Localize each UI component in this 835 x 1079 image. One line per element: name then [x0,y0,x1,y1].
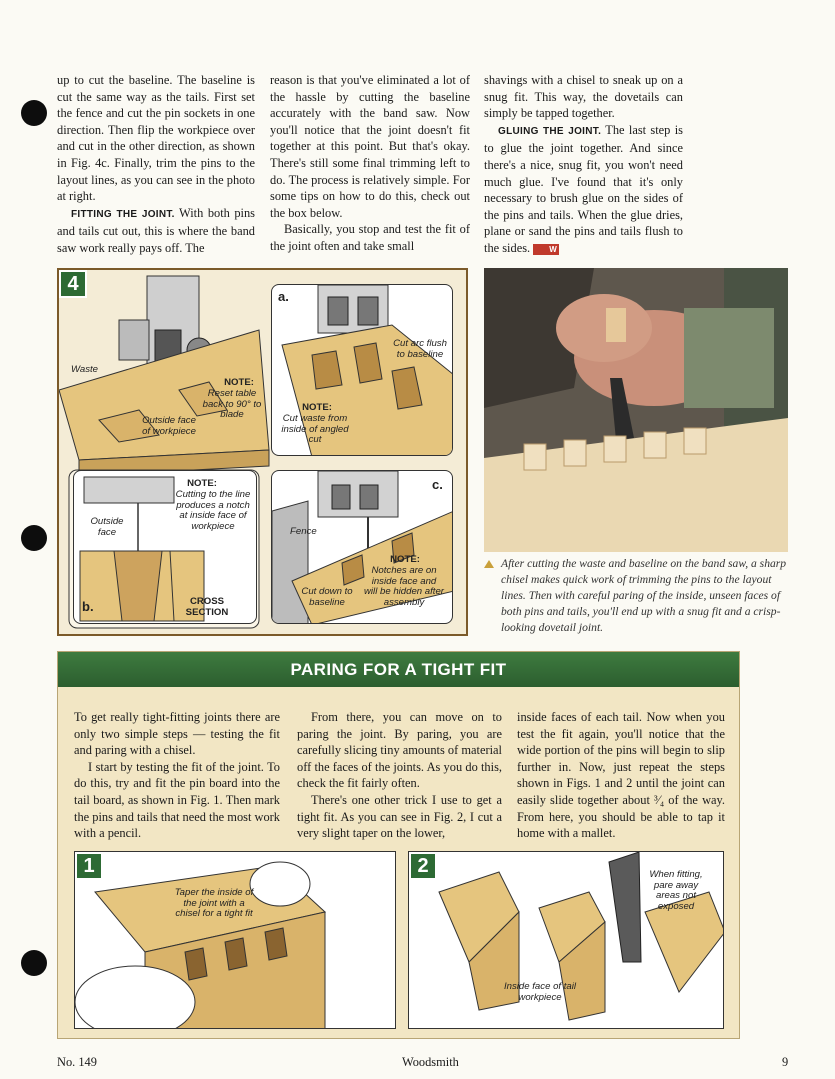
sidebar-column-3 [517,709,725,842]
figure-2 [408,851,724,1029]
label-note: NOTE: [224,377,254,388]
label-when-fitting: When fitting, pare away areas not exposed [649,869,703,912]
paragraph: There's one other trick I use to get a tight fit. As you can see in Fig. 2, I cut a very slight taper on the lower, [297,792,502,841]
figure-4c-letter: c. [432,477,443,492]
figure-4b [73,470,257,624]
punch-hole-top [21,100,47,126]
paragraph: I start by testing the fit of the joint. To do this, try and fit the pin board into the tail board, as shown in Fig. 1. Then mark the pins and tails that need the most work with a pencil. [74,759,280,841]
label-outside-face-b: Outside face [90,516,124,538]
article-column-1 [57,72,255,257]
paragraph: FITTING THE JOINT. With both pins and tails cut out, this is where the band saw work really pays off. The [57,205,255,255]
figure-number-badge: 4 [59,270,87,298]
sidebar-paring [57,651,740,1039]
label-taper: Taper the inside of the joint with a chisel for a tight fit [174,887,254,919]
footer-page-number: 9 [782,1055,789,1069]
paragraph: up to cut the baseline. The baseline is cut the same way as the tails. First set the fence and cut the pin sockets in one direction. Then flip the workpiece over and cut in the other direction, as shown in Fig. 4c. Finally, trim the pins to the layout lines, as you can see in the photo at right. [57,73,255,204]
punch-hole-bottom [21,950,47,976]
label-cut-arc: Cut arc flush to baseline [393,338,447,360]
caption-arrow-icon [484,560,494,568]
footer-issue: No. 149 [57,1055,97,1069]
figure-1 [74,851,396,1029]
figure-1-drawing [75,852,396,1029]
figure-4-panel [57,268,468,636]
label-notches: Notches are on inside face and will be hidden after assembly [364,565,444,608]
label-cutting-to-line: Cutting to the line produces a notch at inside face of workpiece [175,489,251,532]
run-in-heading: GLUING THE JOINT. [498,125,602,137]
label-outside-face: Outside face of workpiece [142,415,196,437]
run-in-heading: FITTING THE JOINT. [71,208,175,220]
label-fence: Fence [290,526,317,537]
paragraph: To get really tight-fitting joints there are only two simple steps — testing the fit and paring with a chisel. [74,710,280,758]
figure-1-badge: 1 [75,852,103,880]
label-cross-section: CROSS SECTION [185,596,229,618]
paragraph: Basically, you stop and test the fit of the joint often and take small [270,222,470,253]
label-cut-down: Cut down to baseline [301,586,353,608]
label-note-b: NOTE: [187,478,217,489]
chisel-photo-drawing [484,268,788,552]
figure-4a [271,284,453,456]
paragraph: shavings with a chisel to sneak up on a snug fit. This way, the dovetails can simply be tapped together. [484,73,683,121]
paragraph: inside faces of each tail. Now when you test the fit again, you'll notice that the wide portion of the pins will begin to slip further in. Now, just repeat the steps shown in Figs. 1 and 2 until the joint can easily slide together about ³⁄₄ of the way. From here, you should be able to tap it home with a mallet. [517,710,725,841]
article-column-2 [270,72,470,255]
figure-4a-letter: a. [278,289,289,304]
photo-caption: After cutting the waste and baseline on the band saw, a sharp chisel makes quick work of trimming the pins to the layout lines. Then with careful paring of the inside, unseen faces of both pins and tails, you'll end up with a snug fit and a crisp-looking dovetail joint. [501,557,787,634]
footer-magazine: Woodsmith [402,1055,459,1069]
sidebar-header [58,652,739,687]
chisel-photo [484,268,788,552]
sidebar-column-2 [297,709,502,842]
label-note-a: NOTE: [302,402,332,413]
paragraph: GLUING THE JOINT. The last step is to glue the joint together. And since there's a nice, snug fit, you won't need much glue. I've found that it's only necessary to brush glue on the sides of the pins and tails. When the glue dries, plane or sand the pins and tails flush to the sides. W [484,122,683,255]
figure-4c [271,470,453,624]
figure-2-badge: 2 [409,852,437,880]
label-waste: Waste [71,364,99,375]
article-column-3 [484,72,683,257]
figure-4b-letter: b. [82,599,94,614]
end-mark-icon: W [533,244,559,255]
label-note-c: NOTE: [390,554,420,565]
paragraph: reason is that you've eliminated a lot of the hassle by cutting the baseline accurately with the band saw. Now you'll notice that the joint doesn't fit together at this point. But that's okay. There's still some final trimming left to do. The process is relatively simple. For some tips on how to do this, check out the box below. [270,73,470,220]
label-inside-face: Inside face of tail workpiece [504,981,576,1003]
paragraph: From there, you can move on to paring the joint. By paring, you are carefully slicing tiny amounts of material off the faces of the joints. As you do this, check the fit fairly often. [297,710,502,791]
label-note-reset: Reset table back to 90° to blade [202,388,262,420]
punch-hole-middle [21,525,47,551]
sidebar-title: PARING FOR A TIGHT FIT [290,659,507,679]
sidebar-column-1 [74,709,280,842]
label-cut-waste: Cut waste from inside of angled cut [281,413,349,445]
